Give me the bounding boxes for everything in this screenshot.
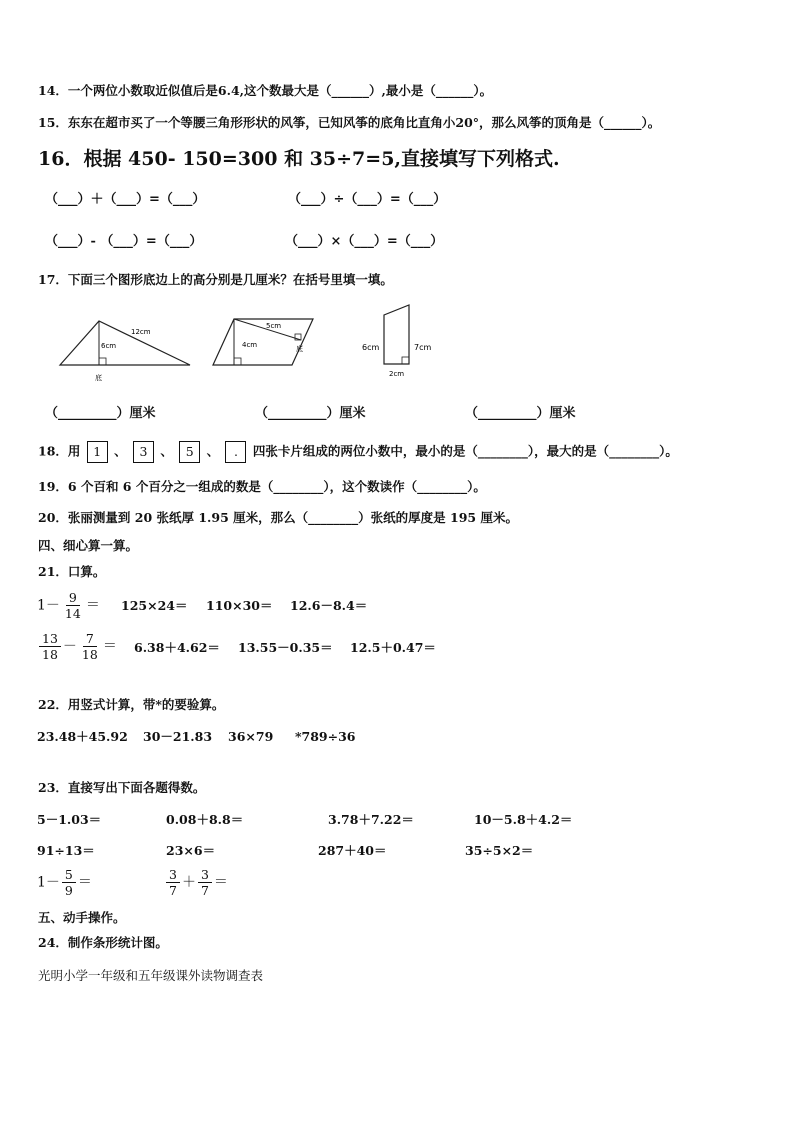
survey-table-title: 光明小学一年级和五年级课外读物调查表 (38, 968, 264, 983)
q21-r1-eq: ＝ (85, 597, 100, 614)
q17-triangle-figure (55, 318, 200, 388)
q16-row2-right: （___）×（___）=（___） (285, 234, 444, 249)
fraction-num: 9 (66, 590, 80, 606)
fraction (62, 590, 84, 621)
fraction (62, 867, 76, 898)
fraction (39, 631, 61, 662)
q17-answer-2: （_________）厘米 (255, 406, 366, 421)
q18-suffix: 四张卡片组成的两位小数中，最小的是（________），最大的是（________）。 (252, 443, 678, 459)
fraction-num: 7 (83, 631, 97, 647)
q23-r3-eq2: ＝ (213, 874, 228, 891)
q23-r2-2: 23×6＝ (166, 843, 216, 858)
question-19: 19．6 个百和 6 个百分之一组成的数是（________），这个数读作（________）。 (38, 479, 486, 494)
question-15: 15．东东在超市买了一个等腰三角形形状的风筝，已知风筝的底角比直角小20°，那么风筝的顶角是（______）。 (38, 115, 661, 130)
q16-row2-left: （___）- （___）=（___） (45, 234, 203, 249)
fraction-den: 9 (64, 883, 73, 898)
fig2-side-label: 5cm (266, 322, 282, 330)
question-23: 23．直接写出下面各题得数。 (38, 780, 206, 795)
q23-r3-lead: 1－ (37, 874, 60, 891)
q23-r1-2: 0.08＋8.8＝ (166, 812, 244, 827)
fraction-den: 18 (42, 647, 58, 662)
fig3-left-label: 6cm (362, 343, 380, 352)
q23-r2-4: 35÷5×2＝ (465, 843, 534, 858)
q18-card-5: 5 (179, 441, 200, 463)
fig2-base-label: 底 (296, 345, 303, 353)
q21-row1-item4: 12.6－8.4＝ (290, 598, 368, 613)
fraction (166, 867, 180, 898)
fraction (79, 631, 101, 662)
q23-r1-1: 5－1.03＝ (37, 812, 102, 827)
q17-trapezoid-figure (360, 302, 440, 380)
fraction-den: 18 (81, 647, 98, 662)
fig3-base-label: 2cm (389, 370, 405, 378)
question-18 (38, 441, 678, 463)
q18-prefix: 18．用 (38, 443, 81, 459)
question-17: 17．下面三个图形底边上的高分别是几厘米？在括号里填一填。 (38, 272, 393, 287)
q18-card-1: 1 (87, 441, 108, 463)
fraction-num: 5 (62, 867, 76, 883)
q18-sep: 、 (114, 443, 127, 459)
q16-row1-right: （___）÷（___）=（___） (288, 192, 447, 207)
fig1-hyp-label: 12cm (131, 328, 151, 336)
q18-sep: 、 (160, 443, 173, 459)
fig2-height-label: 4cm (242, 341, 258, 349)
q21-row2-item2: 6.38＋4.62＝ (134, 640, 220, 655)
q18-card-dot: . (225, 441, 246, 463)
question-16-title: 16．根据 450- 150=300 和 35÷7=5,直接填写下列格式. (38, 148, 560, 170)
q21-r2-eq: ＝ (102, 638, 117, 655)
q23-r1-3: 3.78＋7.22＝ (328, 812, 414, 827)
q16-row1-left: （___）＋（___）=（___） (45, 192, 206, 207)
fraction-den: 14 (64, 606, 81, 621)
section-4-heading: 四、细心算一算。 (38, 538, 139, 553)
q22-item-1: 23.48＋45.92 (37, 729, 128, 744)
q22-item-2: 30－21.83 (143, 729, 213, 744)
fraction-num: 3 (166, 867, 180, 883)
fraction-den: 7 (200, 883, 209, 898)
fraction-den: 7 (169, 883, 177, 898)
section-5-heading: 五、动手操作。 (38, 910, 126, 925)
fraction-num: 3 (198, 867, 212, 883)
q17-answer-3: （_________）厘米 (465, 406, 576, 421)
q21-r2-minus: － (62, 638, 77, 655)
q23-r3-1 (37, 867, 92, 898)
q21-row1-item1 (37, 590, 100, 621)
q22-item-4: *789÷36 (295, 729, 356, 744)
question-24: 24．制作条形统计图。 (38, 935, 168, 950)
q23-r3-eq: ＝ (77, 874, 92, 891)
q23-r2-3: 287＋40＝ (318, 843, 387, 858)
q18-card-3: 3 (133, 441, 154, 463)
q21-row1-item3: 110×30＝ (206, 598, 273, 613)
question-14: 14．一个两位小数取近似值后是6.4,这个数最大是（______）,最小是（______）。 (38, 83, 493, 98)
q17-parallelogram-figure (210, 316, 320, 371)
fig3-right-label: 7cm (414, 343, 432, 352)
q23-r1-4: 10－5.8＋4.2＝ (474, 812, 573, 827)
q21-row2-item3: 13.55－0.35＝ (238, 640, 333, 655)
q21-row2-item4: 12.5＋0.47＝ (350, 640, 436, 655)
q23-r3-2 (164, 867, 228, 898)
q21-row2-item1 (37, 631, 117, 662)
fig1-height-label: 6cm (101, 342, 117, 350)
question-22: 22．用竖式计算，带*的要验算。 (38, 697, 225, 712)
q18-sep: 、 (206, 443, 220, 459)
q17-answer-1: （_________）厘米 (45, 406, 156, 421)
fig1-base-label: 底 (95, 374, 102, 382)
question-21: 21．口算。 (38, 564, 106, 579)
q22-item-3: 36×79 (228, 729, 274, 744)
q23-r2-1: 91÷13＝ (37, 843, 95, 858)
question-20: 20．张丽测量到 20 张纸厚 1.95 厘米，那么（________）张纸的厚度是 195 厘米。 (38, 510, 518, 525)
fraction-num: 13 (39, 631, 61, 647)
q23-r3-plus: ＋ (181, 874, 196, 891)
fraction (198, 867, 212, 898)
q21-row1-item2: 125×24＝ (121, 598, 188, 613)
q21-r1-lead: 1－ (37, 597, 60, 614)
